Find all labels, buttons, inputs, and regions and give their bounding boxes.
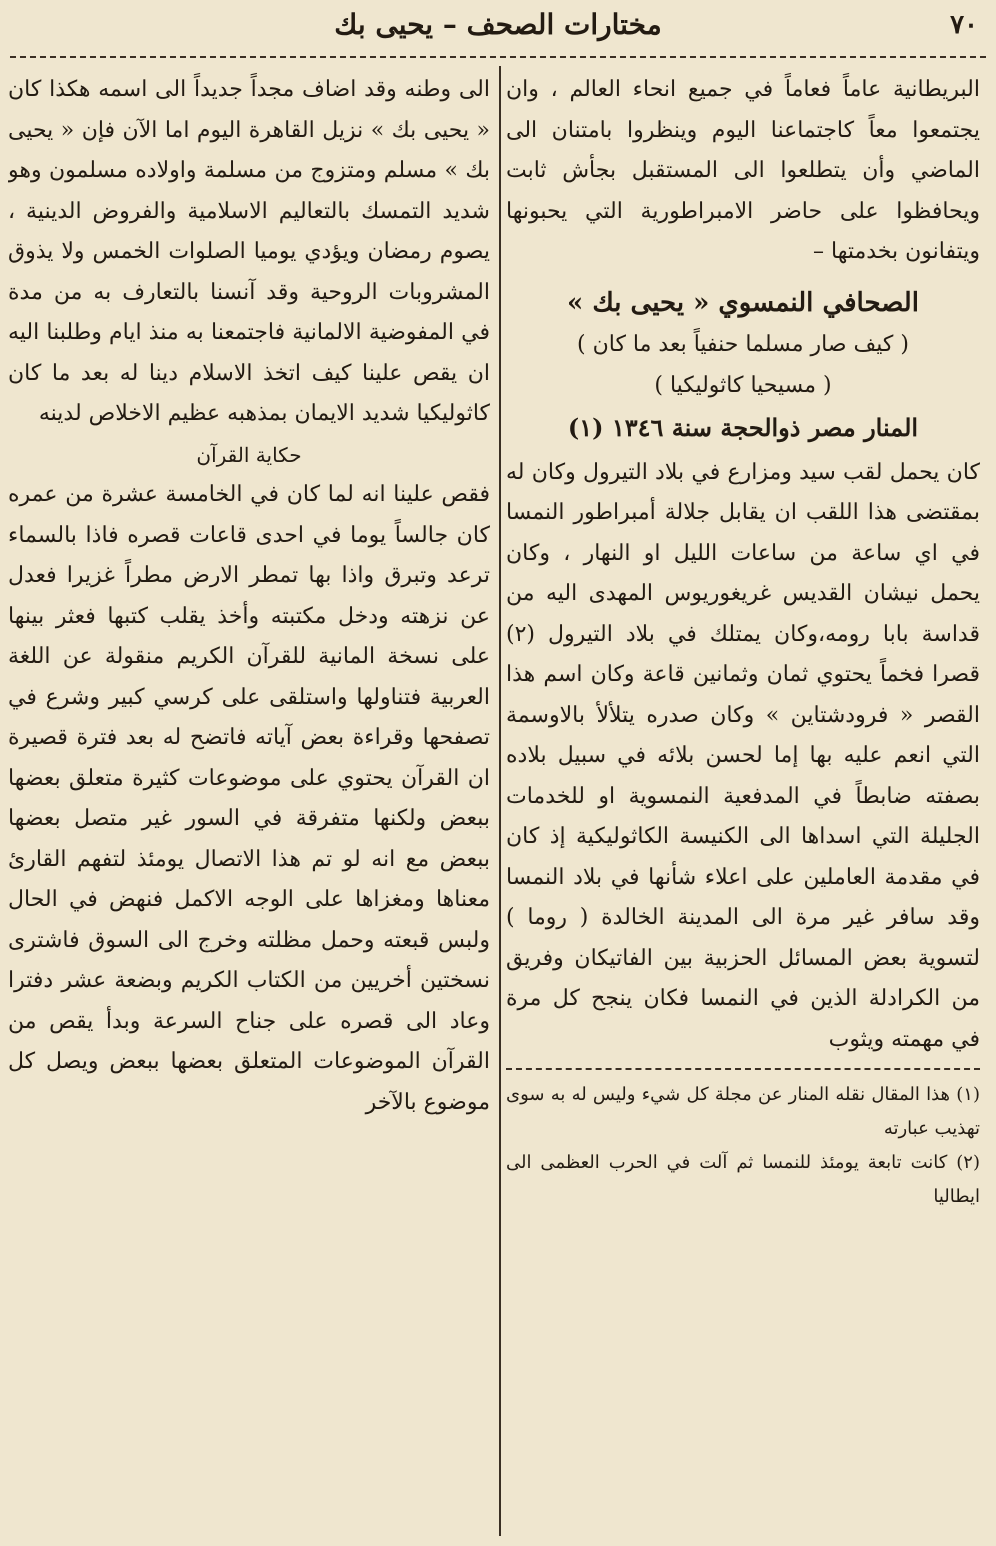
page-number: ٧٠ xyxy=(950,10,978,40)
article-heading: الصحافي النمسوي « يحيى بك » xyxy=(567,287,919,318)
column-divider xyxy=(499,66,501,1536)
right-column xyxy=(506,70,980,1530)
header-divider xyxy=(10,56,986,58)
footnote-1: (١) هذا المقال نقله المنار عن مجلة كل شيء وليس له به سوى تهذيب عبارته xyxy=(506,1084,980,1139)
footnote-divider xyxy=(506,1068,980,1070)
left-paragraph-2: فقص علينا انه لما كان في الخامسة عشرة من عمره كان جالساً يوما في احدى قاعات قصره فاذا بالسماء ترعد وتبرق واذا بها تمطر الارض مطراً غزيرا فعدل عن نزهته ودخل مكتبته وأخذ يقلب كتبها فعثر بينها على نسخة المانية للقرآن الكريم منقولة عن اللغة العربية فتناولها واستلقى على كرسي كبير وشرع في تصفحها وقراءة بعض آياته فاتضح له بعد فترة قصيرة ان القرآن يحتوي على موضوعات كثيرة متعلق بعضها ببعض ولكنها متفرقة في السور غير متصل بعضها ببعض مع انه لو تم هذا الاتصال يومئذ لتفهم القارئ معناها ومغزاها على الوجه الاكمل فنهض في الحال ولبس قبعته وحمل مظلته وخرج الى السوق فاشترى نسختين أخريين من الكتاب الكريم وبضعة عشر دفترا وعاد الى قصره على جناح السرعة وبدأ يقص من القرآن الموضوعات المتعلق بعضها ببعض ويصل كل موضوع بالآخر xyxy=(8,482,490,1115)
running-title: مختارات الصحف – يحيى بك xyxy=(334,8,662,41)
article-source: المنار مصر ذوالحجة سنة ١٣٤٦ (١) xyxy=(567,413,919,442)
left-paragraph-1: الى وطنه وقد اضاف مجداً جديداً الى اسمه هكذا كان « يحيى بك » نزيل القاهرة اليوم اما الآن فإن « يحيى بك » مسلم ومتزوج من مسلمة واولاده مسلمون وهو شديد التمسك بالتعاليم الاسلامية والفروض الدينية ، يصوم رمضان ويؤدي يوميا الصلوات الخمس ولا يذوق المشروبات الروحية وقد آنسنا بالتعارف به من مدة في المفوضية الالمانية فاجتمعنا به منذ ايام وطلبنا اليه ان يقص علينا كيف اتخذ الاسلام دينا له بعد ما كان كاثوليكيا شديد الايمان بمذهبه عظيم الاخلاص لدينه xyxy=(8,77,490,426)
intro-paragraph: البريطانية عاماً فعاماً في جميع انحاء العالم ، وان يجتمعوا معاً كاجتماعنا اليوم وينظروا بامتنان الى الماضي وأن يتطلعوا الى المستقبل بجأش ثابت ويحافظوا على حاضر الامبراطورية التي يحبونها ويتفانون بخدمتها – xyxy=(506,77,980,264)
body-paragraph: كان يحمل لقب سيد ومزارع في بلاد التيرول وكان له بمقتضى هذا اللقب ان يقابل جلالة أمبراطور النمسا في اي ساعة من ساعات الليل او النهار ، وكان يحمل نيشان القديس غريغوريوس المهدى اليه من قداسة بابا رومه،وكان يمتلك في بلاد التيرول (٢) قصرا فخماً يحتوي ثمان وثمانين قاعة وكان اسم هذا القصر « فرودشتاين » وكان صدره يتلألأ بالاوسمة التي انعم عليه بها إما لحسن بلائه في سبيل بلاده بصفته ضابطاً في المدفعية النمسوية او للخدمات الجليلة التي اسداها الى الكنيسة الكاثوليكية إذ كان في مقدمة العاملين على اعلاء شأنها في بلاد النمسا وقد سافر غير مرة الى المدينة الخالدة ( روما ) لتسوية بعض المسائل الحزبية بين الفاتيكان وفريق من الكرادلة الذين في النمسا فكان ينجح كل مرة في مهمته ويثوب xyxy=(506,459,980,1052)
story-title: حكاية القرآن xyxy=(196,442,302,467)
article-subtitle-1: ( كيف صار مسلما حنفياً بعد ما كان ) xyxy=(577,332,909,357)
footnote-2: (٢) كانت تابعة يومئذ للنمسا ثم آلت في الحرب العظمى الى ايطاليا xyxy=(506,1152,980,1207)
page-header xyxy=(0,0,996,50)
article-subtitle-2: ( مسيحيا كاثوليكيا ) xyxy=(654,372,832,398)
left-column xyxy=(8,70,490,1530)
